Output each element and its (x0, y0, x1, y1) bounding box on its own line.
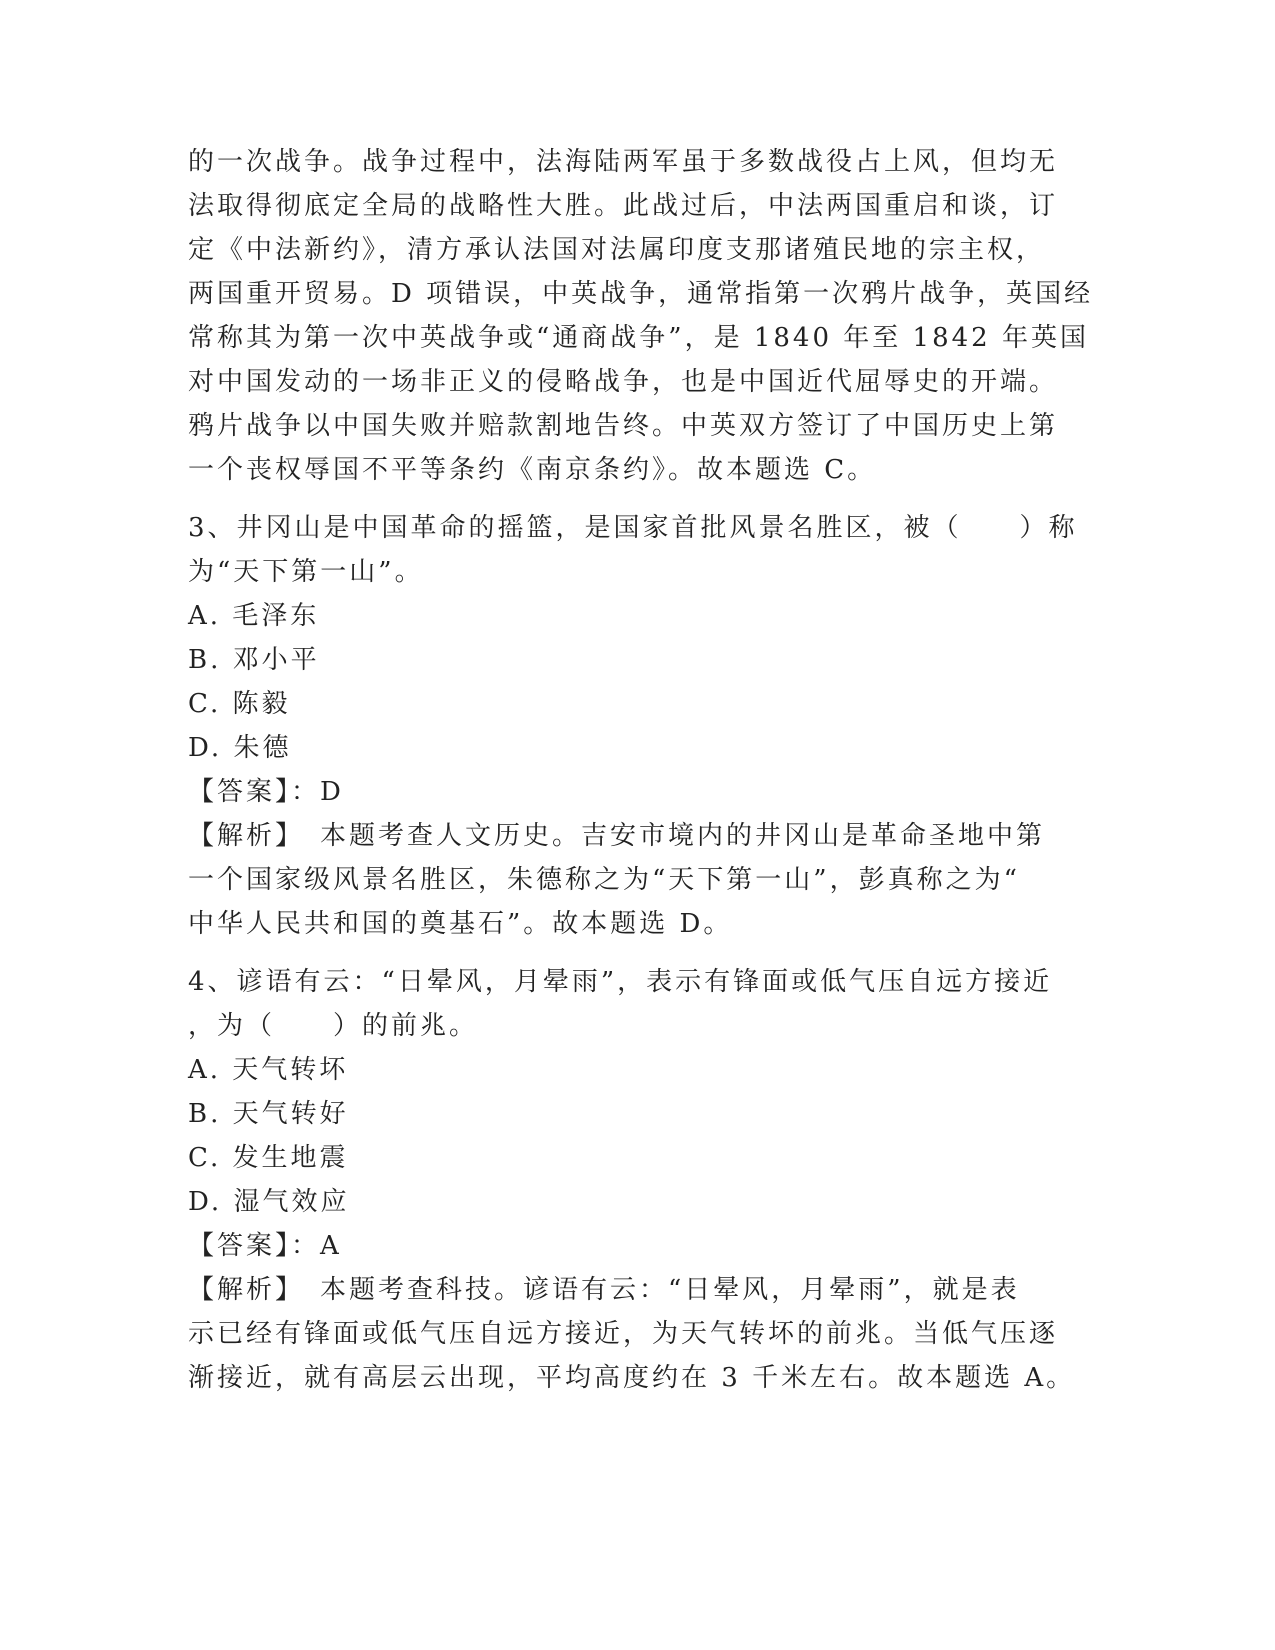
analysis: 示已经有锋面或低气压自远方接近，为天气转坏的前兆。当低气压逐 (188, 1319, 1059, 1349)
option-b: B. 天气转好 (188, 1099, 349, 1129)
analysis: 【解析】 本题考查科技。谚语有云：“日晕风，月晕雨”，就是表 (188, 1275, 1020, 1305)
option-d: D. 湿气效应 (188, 1187, 350, 1217)
text-line: 对中国发动的一场非正义的侵略战争，也是中国近代屈辱史的开端。 (188, 367, 1059, 397)
analysis: 渐接近，就有高层云出现，平均高度约在 3 千米左右。故本题选 A。 (188, 1363, 1076, 1393)
option-b: B. 邓小平 (188, 645, 320, 675)
text-line: 两国重开贸易。D 项错误，中英战争，通常指第一次鸦片战争，英国经 (188, 279, 1094, 309)
analysis: 【解析】 本题考查人文历史。吉安市境内的井冈山是革命圣地中第 (188, 821, 1046, 851)
text-line: 常称其为第一次中英战争或“通商战争”，是 1840 年至 1842 年英国 (188, 323, 1089, 353)
answer: 【答案】：D (188, 777, 344, 807)
answer: 【答案】：A (188, 1231, 342, 1261)
document-page (188, 140, 1094, 1400)
question-stem: 3、井冈山是中国革命的摇篮，是国家首批风景名胜区，被（ ）称 (188, 513, 1078, 543)
analysis: 中华人民共和国的奠基石”。故本题选 D。 (188, 909, 733, 939)
previous-explanation (188, 140, 1094, 492)
question-stem: ，为（ ）的前兆。 (188, 1011, 479, 1041)
option-a: A. 天气转坏 (188, 1055, 349, 1085)
analysis: 一个国家级风景名胜区，朱德称之为“天下第一山”，彭真称之为“ (188, 865, 1020, 895)
option-c: C. 陈毅 (188, 689, 291, 719)
question-stem: 为“天下第一山”。 (188, 557, 424, 587)
option-a: A. 毛泽东 (188, 601, 320, 631)
option-d: D. 朱德 (188, 733, 292, 763)
question-stem: 4、谚语有云：“日晕风，月晕雨”，表示有锋面或低气压自远方接近 (188, 967, 1053, 997)
text-line: 定《中法新约》，清方承认法国对法属印度支那诸殖民地的宗主权， (188, 235, 1046, 265)
option-c: C. 发生地震 (188, 1143, 349, 1173)
text-line: 的一次战争。战争过程中，法海陆两军虽于多数战役占上风，但均无 (188, 147, 1059, 177)
question-4 (188, 960, 1088, 1400)
text-line: 法取得彻底定全局的战略性大胜。此战过后，中法两国重启和谈，订 (188, 191, 1059, 221)
text-line: 一个丧权辱国不平等条约《南京条约》。故本题选 C。 (188, 455, 877, 485)
question-3 (188, 506, 1088, 946)
text-line: 鸦片战争以中国失败并赔款割地告终。中英双方签订了中国历史上第 (188, 411, 1059, 441)
